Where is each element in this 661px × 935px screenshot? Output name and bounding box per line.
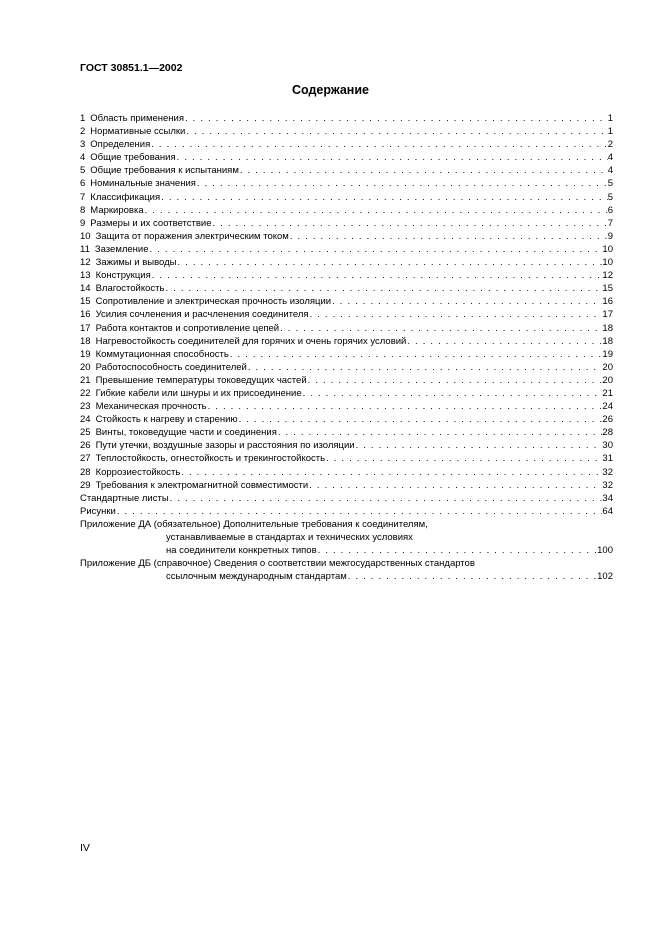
toc-entry-number: 1: [80, 113, 86, 124]
dot-leader: [247, 361, 603, 374]
dot-leader: [239, 164, 608, 177]
toc-entry-number: 21: [80, 374, 91, 386]
dot-leader: [184, 112, 608, 125]
toc-entry-page: 7: [607, 217, 613, 229]
toc-entry-page: 18: [602, 322, 613, 334]
toc-entry[interactable]: [80, 400, 613, 413]
toc-entry-number: 27: [80, 453, 91, 465]
toc-entry-page: 20: [602, 374, 613, 386]
toc-entry-title: Стандартные листы: [80, 492, 169, 504]
toc-entry[interactable]: [80, 138, 613, 151]
toc-entry-page: 9: [607, 230, 613, 242]
dot-leader: [144, 204, 608, 217]
appendix-da-line1: Приложение ДА (обязательное) Дополнительные требования к соединителям,: [80, 518, 428, 530]
toc-entry[interactable]: [80, 295, 613, 308]
toc-entry-appendix-da[interactable]: [80, 518, 613, 557]
toc-entry-title: Сопротивление и электрическая прочность изоляции: [95, 296, 332, 308]
toc-entry-page: 21: [602, 387, 613, 399]
toc-entry-page: 20: [602, 361, 613, 373]
dot-leader: [307, 374, 603, 387]
toc-entry[interactable]: [80, 479, 613, 492]
toc-entry-page: 19: [602, 348, 613, 360]
toc-entry-page: 17: [602, 309, 613, 321]
toc-entry[interactable]: [80, 269, 613, 282]
toc-entry-number: 8: [80, 204, 86, 216]
toc-entry-title: Усилия сочленения и расчленения соединителя: [95, 309, 309, 321]
toc-entry[interactable]: [80, 164, 613, 177]
dot-leader: [151, 269, 603, 282]
toc-entry-title: Определения: [90, 139, 151, 151]
toc-entry[interactable]: [80, 125, 613, 138]
toc-entry-page: 102: [597, 571, 613, 583]
toc-entry-page: 2: [607, 139, 613, 151]
toc-entry-title: Номинальные значения: [90, 178, 196, 190]
toc-entry-title: Заземление: [94, 243, 149, 255]
toc-entry-number: 18: [80, 335, 91, 347]
toc-entry[interactable]: [80, 387, 613, 400]
toc-entry-number: 2: [80, 126, 86, 138]
toc-entry-title: Нагревостойкость соединителей для горячих и очень горячих условий: [95, 335, 407, 347]
toc-entry[interactable]: [80, 439, 613, 452]
dot-leader: [196, 177, 608, 190]
toc-entry-number: 3: [80, 139, 86, 151]
dot-leader: [176, 256, 602, 269]
toc-entry-title: Конструкция: [95, 270, 151, 282]
toc-entry-title: Теплостойкость, огнестойкость и трекингостойкость: [95, 453, 326, 465]
dot-leader: [185, 125, 607, 138]
toc-entry-page: 6: [607, 204, 613, 216]
toc-entry-number: 7: [80, 191, 86, 203]
toc-entry[interactable]: [80, 204, 613, 217]
toc-entry-page: 5: [607, 191, 613, 203]
toc-entry-title: Коммутационная способность: [95, 348, 229, 360]
toc-entry-title: Работа контактов и сопротивление цепей: [95, 322, 280, 334]
toc-entry-page: 24: [602, 401, 613, 413]
toc-entry-number: 14: [80, 283, 91, 295]
toc-entry[interactable]: [80, 308, 613, 321]
toc-entry-number: 12: [80, 257, 91, 269]
toc-entry-title: Область применения: [90, 113, 184, 124]
toc-entry-number: 24: [80, 414, 91, 426]
toc-entry-number: 11: [80, 243, 90, 255]
toc-entry-title: Размеры и их соответствие: [90, 217, 212, 229]
toc-entry-page: 64: [602, 505, 613, 517]
toc-entry[interactable]: [80, 112, 613, 125]
dot-leader: [331, 295, 602, 308]
dot-leader: [347, 570, 597, 583]
toc-entry-page: 12: [602, 270, 613, 282]
toc-entry-page: 10: [602, 243, 613, 255]
dot-leader: [207, 400, 603, 413]
toc-entry[interactable]: [80, 413, 613, 426]
toc-entry-page: 28: [602, 427, 613, 439]
toc-entry-standard-sheets[interactable]: [80, 492, 613, 505]
toc-entry[interactable]: [80, 217, 613, 230]
toc-entry[interactable]: [80, 322, 613, 335]
toc-entry-title: Требования к электромагнитной совместимости: [95, 479, 309, 491]
appendix-db-line2: ссылочным международным стандартам: [166, 571, 347, 583]
dot-leader: [176, 151, 608, 164]
toc-entry-number: 23: [80, 401, 91, 413]
toc-entry-number: 13: [80, 270, 91, 282]
dot-leader: [164, 282, 602, 295]
toc-entry-title: Классификация: [90, 191, 161, 203]
dot-leader: [180, 466, 602, 479]
toc-entry[interactable]: [80, 282, 613, 295]
dot-leader: [308, 479, 602, 492]
toc-entry[interactable]: [80, 466, 613, 479]
toc-entry[interactable]: [80, 374, 613, 387]
dot-leader: [406, 335, 602, 348]
toc-entry-number: 15: [80, 296, 91, 308]
toc-entry-page: 1: [607, 126, 613, 138]
toc-entry-number: 10: [80, 230, 91, 242]
toc-entry[interactable]: [80, 191, 613, 204]
toc-entry-title: Гибкие кабели или шнуры и их присоединение: [95, 387, 302, 399]
toc-entry-number: 6: [80, 178, 86, 190]
dot-leader: [116, 505, 603, 518]
toc-entry[interactable]: [80, 361, 613, 374]
toc-entry[interactable]: [80, 230, 613, 243]
toc-entry-number: 16: [80, 309, 91, 321]
toc-entry-page: 18: [602, 335, 613, 347]
toc-entry-number: 22: [80, 387, 91, 399]
appendix-da-line3: на соединители конкретных типов: [166, 545, 317, 557]
toc-entry-page: 26: [602, 414, 613, 426]
toc-entry-number: 19: [80, 348, 91, 360]
toc-entry-number: 28: [80, 466, 91, 478]
toc-entry-title: Пути утечки, воздушные зазоры и расстояния по изоляции: [95, 440, 355, 452]
toc-entry-title: Нормативные ссылки: [90, 126, 186, 138]
toc-entry-page: 16: [602, 296, 613, 308]
toc-entry-number: 29: [80, 479, 91, 491]
toc-entry-title: Зажимы и выводы: [95, 257, 177, 269]
toc-entry-figures[interactable]: [80, 505, 613, 518]
toc-entry-page: 32: [602, 466, 613, 478]
toc-entry-title: Общие требования: [90, 152, 176, 164]
page-title: Содержание: [291, 83, 369, 97]
dot-leader: [160, 191, 608, 204]
dot-leader: [355, 439, 603, 452]
toc-entry[interactable]: [80, 452, 613, 465]
dot-leader: [289, 230, 608, 243]
appendix-da-line2: устанавливаемые в стандартах и технических условиях: [166, 532, 413, 543]
dot-leader: [169, 492, 603, 505]
toc-entry[interactable]: [80, 348, 613, 361]
dot-leader: [149, 243, 603, 256]
toc-entry-appendix-db[interactable]: [80, 557, 613, 583]
dot-leader: [279, 322, 602, 335]
dot-leader: [325, 452, 602, 465]
toc-entry-title: Коррозиестойкость: [95, 466, 181, 478]
dot-leader: [229, 348, 603, 361]
dot-leader: [302, 387, 603, 400]
dot-leader: [150, 138, 607, 151]
dot-leader: [317, 544, 598, 557]
toc-entry-page: 32: [602, 479, 613, 491]
toc-entry-number: 5: [80, 165, 86, 177]
toc-entry-title: Защита от поражения электрическим током: [95, 230, 289, 242]
toc-entry[interactable]: [80, 256, 613, 269]
toc-entry-title: Механическая прочность: [95, 401, 207, 413]
toc-entry-page: 30: [602, 440, 613, 452]
toc-entry-page: 15: [602, 283, 613, 295]
toc-entry[interactable]: [80, 151, 613, 164]
toc-entry-title: Рисунки: [80, 505, 116, 517]
toc-entry[interactable]: [80, 177, 613, 190]
toc-entry-page: 5: [607, 178, 613, 190]
toc-entry-title: Винты, токоведущие части и соединения: [95, 427, 277, 439]
toc-entry-page: 10: [602, 257, 613, 269]
toc-entry[interactable]: [80, 243, 613, 256]
appendix-db-line1: Приложение ДБ (справочное) Сведения о соответствии межгосударственных стандартов: [80, 558, 475, 570]
toc-entry-page: 31: [602, 453, 613, 465]
table-of-contents: [80, 112, 613, 583]
toc-entry-number: 20: [80, 361, 91, 373]
toc-entry[interactable]: [80, 335, 613, 348]
dot-leader: [277, 426, 603, 439]
page-folio: IV: [80, 842, 90, 854]
toc-entry-page: 100: [597, 545, 613, 557]
toc-entry-title: Влагостойкость: [95, 283, 165, 295]
dot-leader: [309, 308, 603, 321]
toc-entry-number: 9: [80, 217, 86, 229]
toc-entry-title: Стойкость к нагреву и старению: [95, 414, 238, 426]
toc-entry-title: Работоспособность соединителей: [95, 361, 247, 373]
toc-entry-number: 26: [80, 440, 91, 452]
dot-leader: [212, 217, 608, 230]
toc-entry-title: Превышение температуры токоведущих частей: [95, 374, 307, 386]
toc-entry-title: Маркировка: [90, 204, 144, 216]
toc-entry-page: 34: [602, 492, 613, 504]
toc-entry-page: 1: [607, 113, 613, 124]
toc-entry[interactable]: [80, 426, 613, 439]
toc-entry-page: 4: [607, 152, 613, 164]
toc-entry-number: 4: [80, 152, 86, 164]
dot-leader: [238, 413, 603, 426]
toc-entry-page: 4: [607, 165, 613, 177]
standard-code: ГОСТ 30851.1—2002: [80, 62, 183, 74]
toc-entry-title: Общие требования к испытаниям: [90, 165, 239, 177]
toc-entry-number: 25: [80, 427, 91, 439]
toc-entry-number: 17: [80, 322, 91, 334]
